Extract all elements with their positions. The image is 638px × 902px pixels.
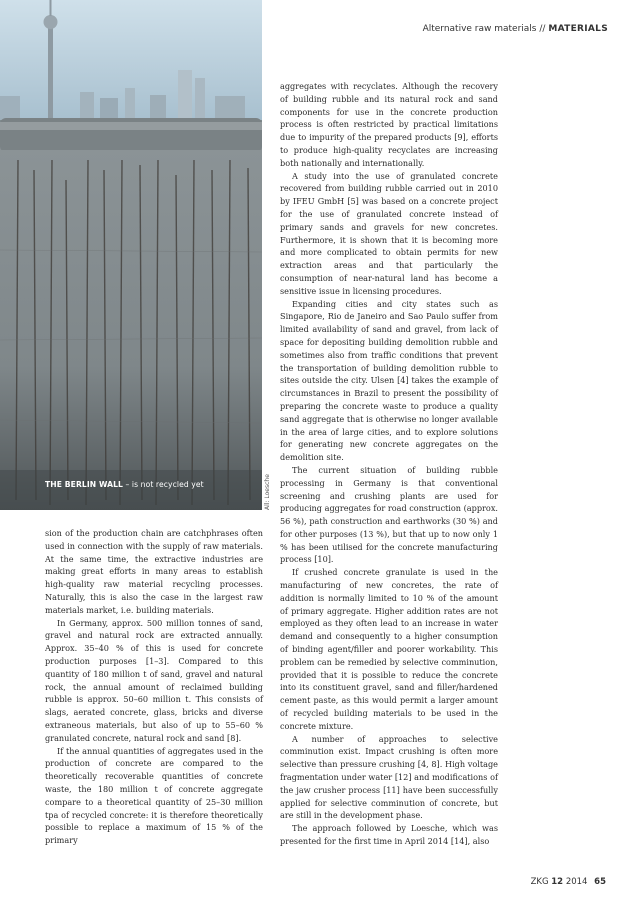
issue-year: 2014 (565, 877, 588, 887)
caption-bold: THE BERLIN WALL (45, 480, 123, 489)
paragraph: Expanding cities and city states such as Singapore, Rio de Janeiro and Sao Paulo suffer from limited availability of sand and gravel, from lack of space for depositing building demolition rubble and sometimes also from traffic conditions that prevent the transportation of building demolition rubble to sites outside the city. Ulsen [4] takes the example of circumstances in Brazil to present the possibility of preparing the concrete waste to produce a quality sand aggregate that is otherwise no longer available in the area of large cities, and to explore solutions for generating new concrete aggregates on the demolition site. (280, 298, 498, 463)
right-text-column (280, 80, 498, 848)
issue-number: 12 (551, 877, 564, 887)
page-number: 65 (594, 877, 606, 887)
caption-rest: – is not recycled yet (122, 480, 204, 489)
running-head (423, 24, 608, 34)
photo-credit: All: Loesche (264, 474, 271, 510)
paragraph: The approach followed by Loesche, which was presented for the first time in April 2014 [14], also (280, 823, 498, 847)
paragraph: sion of the production chain are catchphrases often used in connection with the supply of raw materials. At the same time, the extractive industries are making great efforts in many areas to establish high-quality raw material recycling processes. Naturally, this is also the case in the largest raw materials market, i.e. building materials. (45, 528, 263, 615)
paragraph: A number of approaches to selective comminution exist. Impact crushing is often more selective than pressure crushing [4, 8]. High voltage fragmentation under water [12] and modifications of the jaw crusher process [11] have been successfully applied for selective comminution of concrete, but are still in the development phase. (280, 733, 498, 821)
paragraph: If the annual quantities of aggregates used in the production of concrete are compared to the theoretically recoverable quantities of concrete waste, the 180 million t of concrete aggregate compare to a theoretical quantity of 25–30 million tpa of recycled concrete: it is therefore theoretically possible to replace a maximum of 15 % of the primary (45, 745, 263, 846)
left-text-column (45, 527, 263, 847)
journal-name: ZKG (530, 877, 549, 887)
figure-caption (45, 480, 204, 489)
paragraph: In Germany, approx. 500 million tonnes of sand, gravel and natural rock are extracted annually. Approx. 35–40 % of this is used for concrete production purposes [1–3]. Compared to this quantity of 180 million t of sand, gravel and natural rock, the annual amount of reclaimed building rubble is approx. 50–60 million t. This consists of slags, aerated concrete, glass, bricks and diverse extraneous materials, but also of up to 55–60 % granulated concrete, natural rock and sand [8]. (45, 617, 263, 743)
running-head-section: MATERIALS (548, 24, 608, 34)
paragraph: If crushed concrete granulate is used in the manufacturing of new concretes, the rate of addition is normally limited to 10 % of the amount of primary aggregate. Higher addition rates are not employed as they often lead to an increase in water demand and consequently to a higher consumption of binding agent/filler and poorer workability. This problem can be remedied by selective comminution, provided that it is possible to reduce the concrete into its constituent gravel, sand and filler/hardened cement paste, as this would permit a larger amount of recycled building materials to be used in the concrete mixture. (280, 567, 498, 731)
running-head-separator: // (539, 24, 546, 34)
page-footer (531, 877, 606, 887)
paragraph: aggregates with recyclates. Although the recovery of building rubble and its natural rock and sand components for use in the concrete production process is often restricted by practical limitations due to impurity of the prepared products [9], efforts to produce high-quality recyclates are increasing both nationally and internationally. (280, 81, 498, 168)
berlin-wall-illustration (0, 0, 262, 510)
berlin-wall-photo (0, 0, 262, 510)
paragraph: A study into the use of granulated concrete recovered from building rubble carried out in 2010 by IFEU GmbH [5] was based on a concrete project for the use of granulated concrete instead of primary sands and gravels for new concretes. Furthermore, it is shown that it is becoming more and more complicated to obtain permits for new extraction areas and that particularly the consumption of near-natural land has become a sensitive issue in licensing procedures. (280, 170, 498, 296)
paragraph: The current situation of building rubble processing in Germany is that conventional screening and crushing plants are used for producing aggregates for road construction (approx. 56 %), path construction and earthworks (30 %) and for other purposes (13 %), but that up to now only 1 % has been utilised for the concrete manufacturing process [10]. (280, 464, 498, 565)
running-head-prefix: Alternative raw materials (422, 24, 537, 34)
